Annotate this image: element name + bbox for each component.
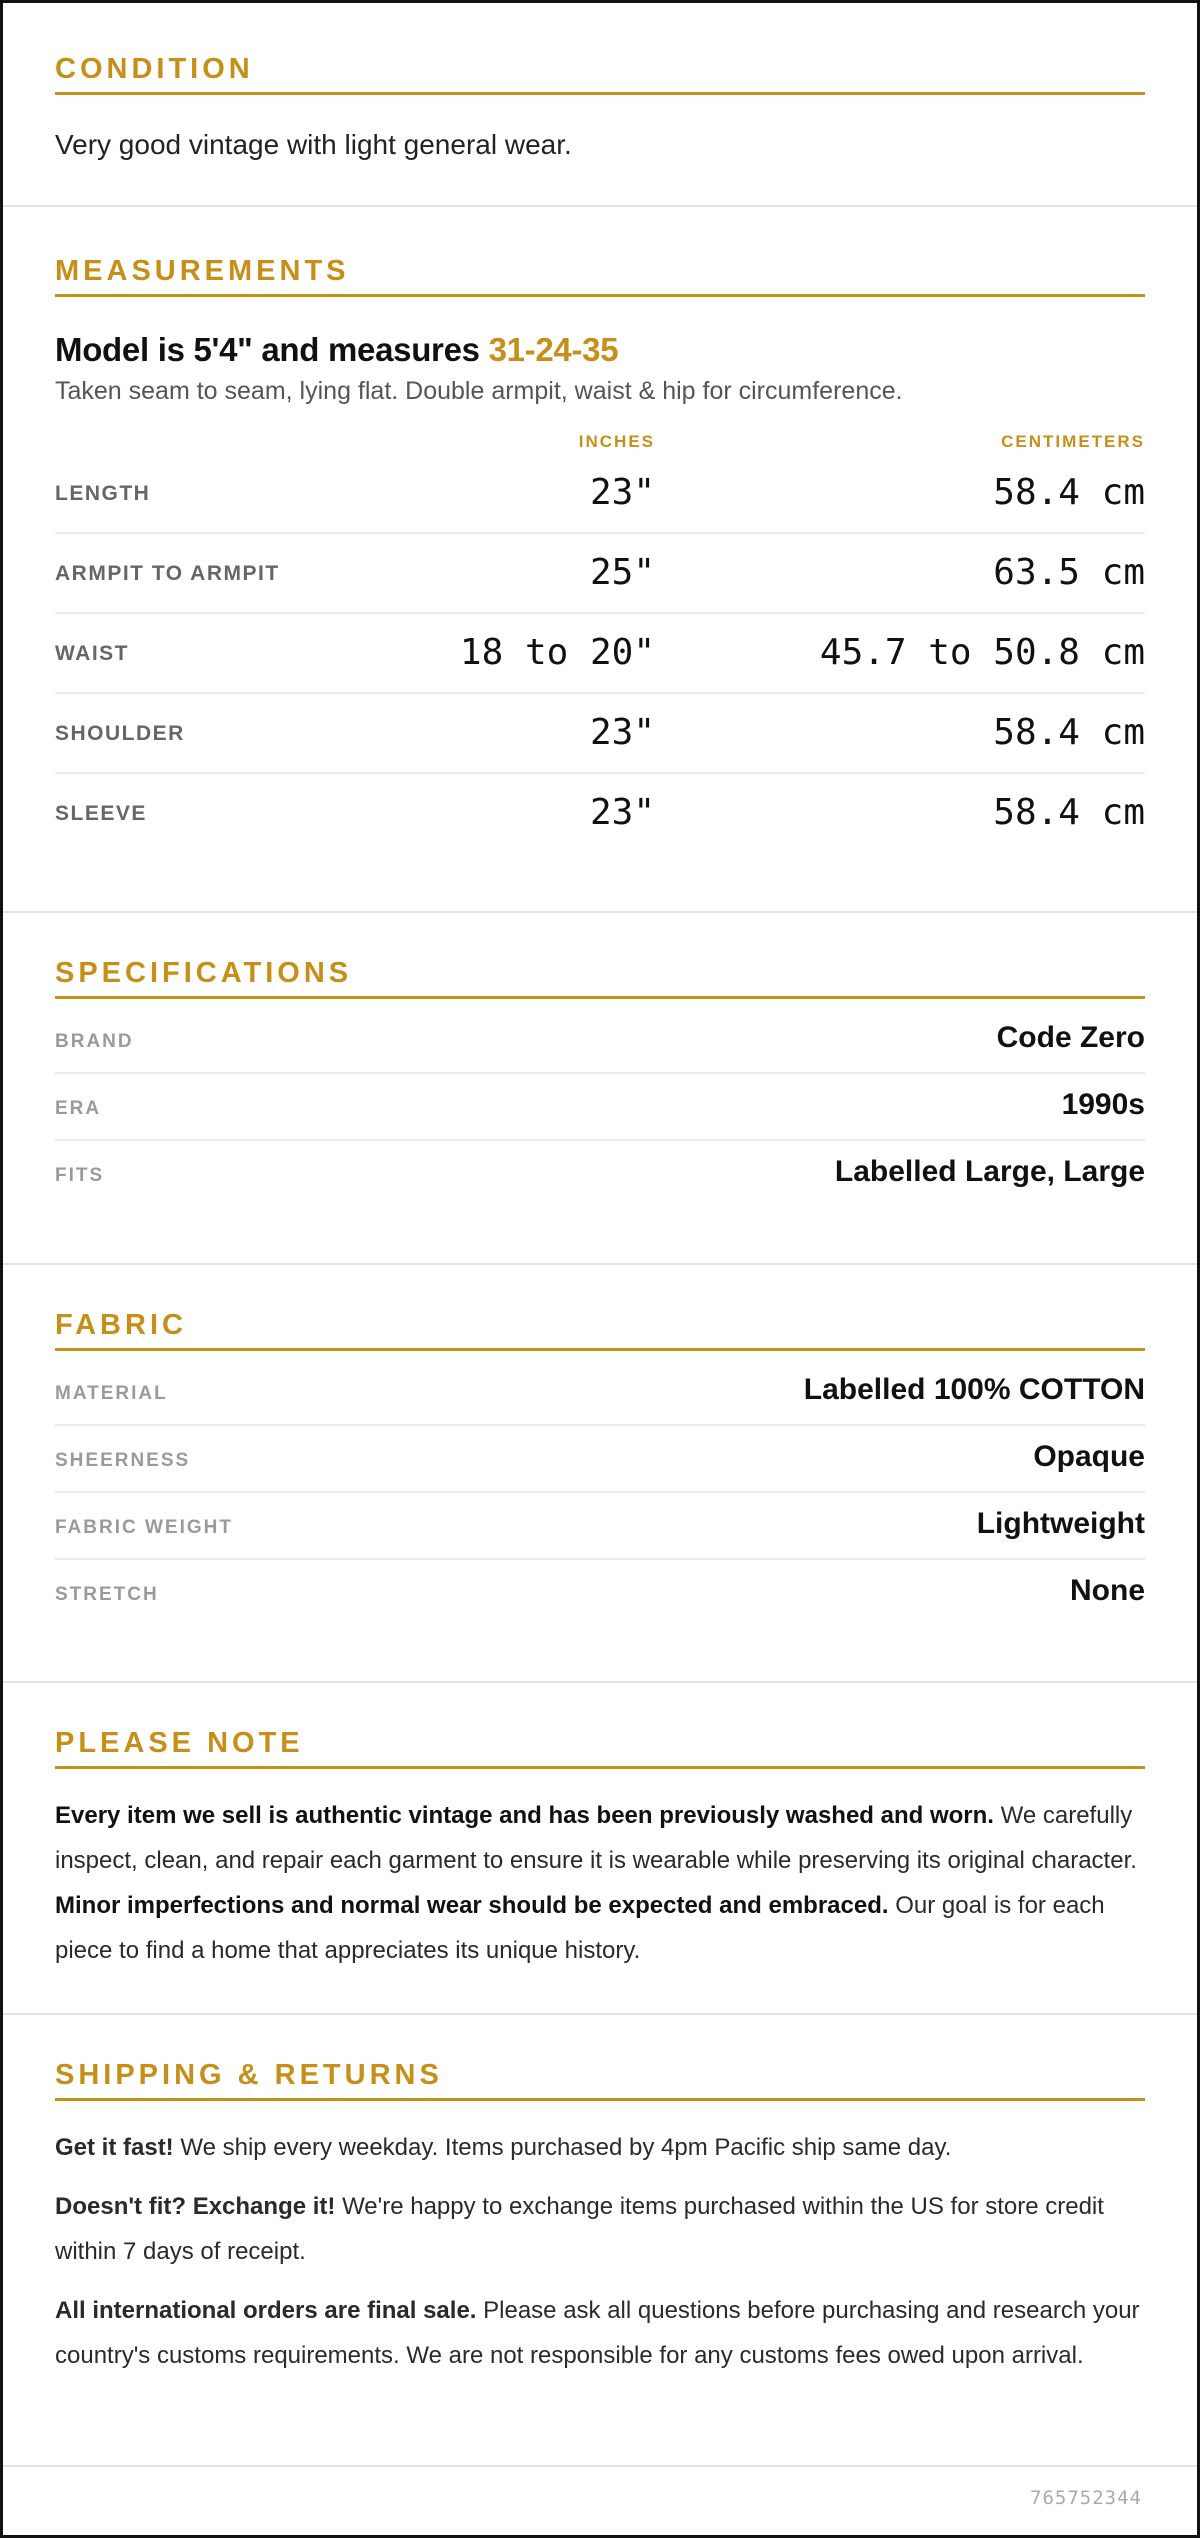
fabric-row-material [55,1359,1145,1426]
measurement-row-length [55,454,1145,534]
fabric-row-fabric-weight [55,1493,1145,1560]
measurement-cm: 45.7 to 50.8 cm [819,632,1145,673]
please-note-heading: PLEASE NOTE [55,1723,1145,1769]
measurement-inches: 18 to 20" [459,632,655,673]
condition-text: Very good vintage with light general wear. [55,129,572,160]
measurement-row-armpit-to-armpit [55,534,1145,614]
condition-heading: CONDITION [55,49,1145,95]
inches-column-header: INCHES [578,432,655,451]
measurement-inches: 23" [589,712,655,753]
note-bold-1: Every item we sell is authentic vintage and has been previously washed and worn. [55,1802,994,1829]
model-prefix: Model is 5'4" and measures [55,331,489,368]
fabric-value: Opaque [1033,1440,1145,1473]
please-note-text [55,1793,1145,1973]
fabric-heading: FABRIC [55,1305,1145,1351]
measurement-cm: 63.5 cm [993,552,1145,593]
shipping-returns-section [3,2015,1197,2467]
fabric-label: SHEERNESS [55,1450,191,1471]
shipping-text-part: We're happy to exchange items purchased within the US for store credit within 7 days of receipt. [55,2193,1104,2265]
shipping-text-part: Please ask all questions before purchasing and research your country's customs requirements. We are not responsible for any customs fees owed upon arrival. [55,2297,1140,2369]
shipping-text-part: We ship every weekday. Items purchased by 4pm Pacific ship same day. [173,2134,952,2161]
spec-value: Labelled Large, Large [834,1155,1145,1188]
note-text-1: We carefully inspect, clean, and repair each garment to ensure it is wearable while preserving its original character. [55,1802,1137,1874]
spec-value: Code Zero [996,1021,1145,1054]
fabric-row-stretch [55,1560,1145,1627]
spec-value: 1990s [1061,1088,1145,1121]
shipping-bold: All international orders are final sale. [55,2297,477,2324]
shipping-paragraph-fast [55,2125,1145,2170]
centimeters-column-header: CENTIMETERS [1001,432,1145,451]
fabric-section [3,1265,1197,1683]
shipping-paragraph-international [55,2288,1145,2378]
model-measures-line [55,331,1145,369]
measurement-cm: 58.4 cm [993,792,1145,833]
note-text-2: Our goal is for each piece to find a home that appreciates its unique history. [55,1892,1105,1964]
shipping-text [55,2125,1145,2378]
model-measures-value: 31-24-35 [488,331,619,368]
measurements-table [55,432,1145,854]
measurement-label: SHOULDER [55,722,185,745]
measurement-label: LENGTH [55,482,151,505]
measurement-inches: 23" [589,472,655,513]
please-note-section [3,1683,1197,2015]
spec-label: BRAND [55,1031,134,1052]
measurement-cm: 58.4 cm [993,472,1145,513]
measurement-row-sleeve [55,774,1145,854]
fabric-value: Lightweight [976,1507,1145,1540]
specifications-heading: SPECIFICATIONS [55,953,1145,999]
spec-row-fits [55,1141,1145,1208]
shipping-bold: Get it fast! [55,2134,174,2161]
measurements-table-header [55,432,1145,454]
fabric-list [55,1359,1145,1627]
measurement-method-note: Taken seam to seam, lying flat. Double armpit, waist & hip for circumference. [55,377,903,405]
measurement-label: WAIST [55,642,129,665]
note-bold-2: Minor imperfections and normal wear should be expected and embraced. [55,1892,889,1919]
measurement-row-shoulder [55,694,1145,774]
item-id: 765752344 [1030,2487,1142,2509]
fabric-label: FABRIC WEIGHT [55,1517,233,1538]
shipping-paragraph-exchange [55,2184,1145,2274]
spec-row-era [55,1074,1145,1141]
fabric-label: MATERIAL [55,1383,168,1404]
measurement-label: SLEEVE [55,802,147,825]
spec-label: ERA [55,1098,102,1119]
fabric-label: STRETCH [55,1584,159,1605]
measurement-inches: 23" [589,792,655,833]
specifications-list [55,1007,1145,1208]
measurements-section [3,207,1197,913]
measurement-row-waist [55,614,1145,694]
fabric-value: None [1070,1574,1145,1607]
spec-label: FITS [55,1165,105,1186]
condition-section [3,3,1197,207]
measurement-label: ARMPIT TO ARMPIT [55,562,280,585]
spec-row-brand [55,1007,1145,1074]
measurement-inches: 25" [589,552,655,593]
fabric-row-sheerness [55,1426,1145,1493]
measurement-cm: 58.4 cm [993,712,1145,753]
shipping-returns-heading: SHIPPING & RETURNS [55,2055,1145,2101]
specifications-section [3,913,1197,1265]
measurements-heading: MEASUREMENTS [55,251,1145,297]
shipping-bold: Doesn't fit? Exchange it! [55,2193,336,2220]
fabric-value: Labelled 100% COTTON [803,1373,1145,1406]
